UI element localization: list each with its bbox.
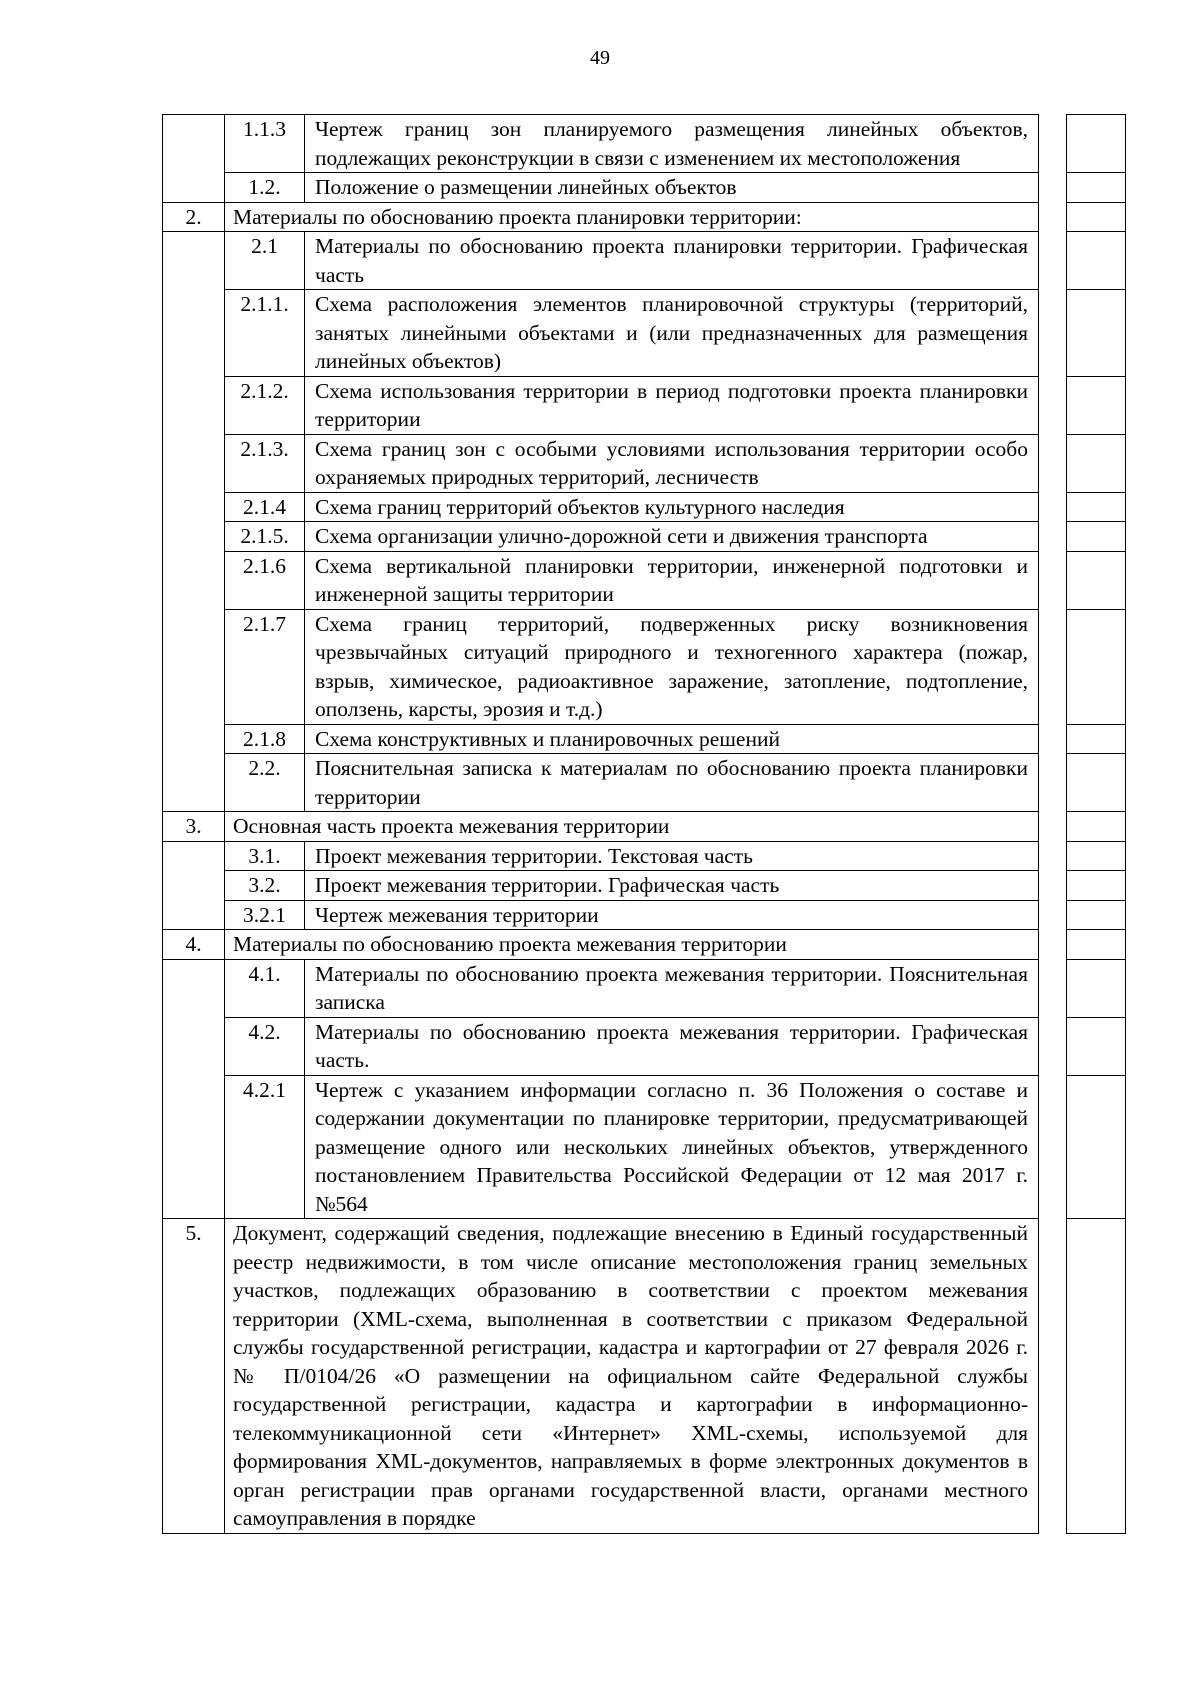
section-text: Материалы по обоснованию проекта межевания территории <box>225 930 1039 960</box>
subsection-row <box>163 492 1039 522</box>
subsection-row <box>163 115 1039 173</box>
subsection-row <box>163 232 1039 290</box>
subsection-row <box>163 609 1039 724</box>
section-text: Материалы по обоснованию проекта планировки территории: <box>225 202 1039 232</box>
section-text: Основная часть проекта межевания территории <box>225 812 1039 842</box>
section-number: 5. <box>163 1219 225 1534</box>
blank-cell <box>163 1075 225 1219</box>
side-cell <box>1067 114 1125 172</box>
section-number: 4. <box>163 930 225 960</box>
blank-cell <box>163 232 225 290</box>
side-cell <box>1067 492 1125 522</box>
item-number: 2.1.8 <box>225 724 305 754</box>
side-cell <box>1067 724 1125 754</box>
side-cell <box>1067 929 1125 959</box>
blank-cell <box>163 551 225 609</box>
blank-cell <box>163 959 225 1017</box>
blank-cell <box>163 492 225 522</box>
subsection-row <box>163 551 1039 609</box>
subsection-row <box>163 376 1039 434</box>
item-text: Материалы по обоснованию проекта межевания территории. Графическая часть. <box>305 1017 1039 1075</box>
blank-cell <box>163 841 225 871</box>
item-number: 4.1. <box>225 959 305 1017</box>
subsection-row <box>163 871 1039 901</box>
item-text: Чертеж границ зон планируемого размещения линейных объектов, подлежащих реконструкции в связи с изменением их местоположения <box>305 115 1039 173</box>
subsection-row <box>163 841 1039 871</box>
item-number: 2.1.7 <box>225 609 305 724</box>
side-cell <box>1067 1218 1125 1533</box>
item-text: Схема конструктивных и планировочных решений <box>305 724 1039 754</box>
item-text: Положение о размещении линейных объектов <box>305 173 1039 203</box>
side-cell <box>1067 231 1125 289</box>
item-text: Проект межевания территории. Графическая часть <box>305 871 1039 901</box>
blank-cell <box>163 376 225 434</box>
blank-cell <box>163 724 225 754</box>
subsection-row <box>163 290 1039 377</box>
item-number: 2.1.3. <box>225 434 305 492</box>
item-text: Пояснительная записка к материалам по обоснованию проекта планировки территории <box>305 754 1039 812</box>
section-number: 3. <box>163 812 225 842</box>
side-cell <box>1067 434 1125 492</box>
section-row <box>163 202 1039 232</box>
side-cell <box>1067 1075 1125 1219</box>
side-cell <box>1067 551 1125 609</box>
side-cell <box>1067 900 1125 930</box>
blank-cell <box>163 290 225 377</box>
item-text: Материалы по обоснованию проекта межевания территории. Пояснительная записка <box>305 959 1039 1017</box>
section-number: 2. <box>163 202 225 232</box>
item-number: 3.2.1 <box>225 900 305 930</box>
blank-cell <box>163 434 225 492</box>
blank-cell <box>163 609 225 724</box>
item-number: 3.2. <box>225 871 305 901</box>
item-number: 3.1. <box>225 841 305 871</box>
item-text: Схема организации улично-дорожной сети и движения транспорта <box>305 522 1039 552</box>
blank-cell <box>163 754 225 812</box>
item-text: Схема границ зон с особыми условиями использования территории особо охраняемых природных территорий, лесничеств <box>305 434 1039 492</box>
subsection-row <box>163 173 1039 203</box>
side-cell <box>1067 202 1125 232</box>
item-number: 1.1.3 <box>225 115 305 173</box>
side-cell <box>1067 1017 1125 1075</box>
item-number: 2.1.2. <box>225 376 305 434</box>
item-text: Схема границ территорий объектов культурного наследия <box>305 492 1039 522</box>
subsection-row <box>163 724 1039 754</box>
section-row <box>163 1219 1039 1534</box>
subsection-row <box>163 1075 1039 1219</box>
subsection-row <box>163 522 1039 552</box>
section-row <box>163 812 1039 842</box>
item-number: 2.1 <box>225 232 305 290</box>
blank-cell <box>163 115 225 173</box>
side-cell <box>1067 959 1125 1017</box>
blank-cell <box>163 900 225 930</box>
item-number: 2.1.1. <box>225 290 305 377</box>
item-text: Материалы по обоснованию проекта планировки территории. Графическая часть <box>305 232 1039 290</box>
item-text: Чертеж с указанием информации согласно п. 36 Положения о составе и содержании документации по планировке территории, предусматривающей размещение одного или нескольких линейных объектов, утвержденного постановлением Правительства Российской Федерации от 12 мая 2017 г. №564 <box>305 1075 1039 1219</box>
item-number: 4.2. <box>225 1017 305 1075</box>
side-cell <box>1067 521 1125 551</box>
side-cell <box>1067 811 1125 841</box>
item-number: 2.1.4 <box>225 492 305 522</box>
subsection-row <box>163 1017 1039 1075</box>
item-number: 4.2.1 <box>225 1075 305 1219</box>
item-text: Схема расположения элементов планировочной структуры (территорий, занятых линейными объектами и (или предназначенных для размещения линейных объектов) <box>305 290 1039 377</box>
item-number: 2.2. <box>225 754 305 812</box>
page-number: 49 <box>590 47 610 69</box>
side-cell <box>1067 753 1125 811</box>
side-cell <box>1067 172 1125 202</box>
side-cell <box>1067 376 1125 434</box>
side-cell <box>1067 870 1125 900</box>
item-text: Схема вертикальной планировки территории, инженерной подготовки и инженерной защиты территории <box>305 551 1039 609</box>
subsection-row <box>163 754 1039 812</box>
item-number: 2.1.5. <box>225 522 305 552</box>
item-text: Проект межевания территории. Текстовая часть <box>305 841 1039 871</box>
subsection-row <box>163 900 1039 930</box>
side-column <box>1066 114 1126 1534</box>
section-text: Документ, содержащий сведения, подлежащие внесению в Единый государственный реестр недвижимости, в том числе описание местоположения границ земельных участков, подлежащих образованию в соответствии с проектом межевания территории (XML-схема, выполненная в соответствии с приказом Федеральной службы государственной регистрации, кадастра и картографии от 27 февраля 2026 г. № П/0104/26 «О размещении на официальном сайте Федеральной службы государственной регистрации, кадастра и картографии в информационно-телекоммуникационной сети «Интернет» XML-схемы, используемой для формирования XML-документов, направляемых в форме электронных документов в орган регистрации прав органами государственной власти, органами местного самоуправления в порядке <box>225 1219 1039 1534</box>
blank-cell <box>163 522 225 552</box>
contents-table <box>162 114 1039 1534</box>
side-cell <box>1067 289 1125 376</box>
item-text: Чертеж межевания территории <box>305 900 1039 930</box>
subsection-row <box>163 959 1039 1017</box>
item-number: 1.2. <box>225 173 305 203</box>
item-number: 2.1.6 <box>225 551 305 609</box>
side-cell <box>1067 609 1125 724</box>
side-cell <box>1067 841 1125 871</box>
item-text: Схема использования территории в период подготовки проекта планировки территории <box>305 376 1039 434</box>
blank-cell <box>163 173 225 203</box>
section-row <box>163 930 1039 960</box>
blank-cell <box>163 871 225 901</box>
subsection-row <box>163 434 1039 492</box>
item-text: Схема границ территорий, подверженных риску возникновения чрезвычайных ситуаций природного и техногенного характера (пожар, взрыв, химическое, радиоактивное заражение, затопление, подтопление, оползень, карсты, эрозия и т.д.) <box>305 609 1039 724</box>
blank-cell <box>163 1017 225 1075</box>
